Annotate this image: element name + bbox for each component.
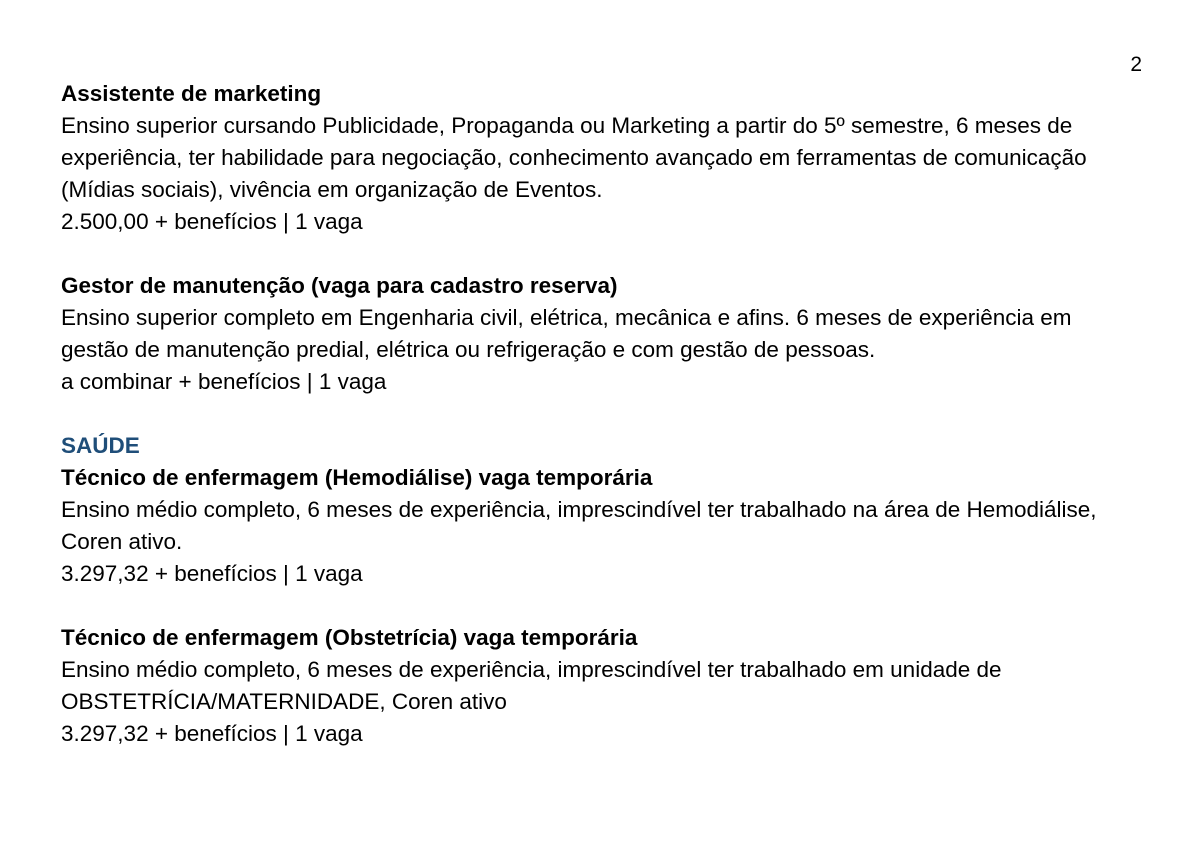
spacer	[61, 590, 1141, 622]
job-title: Técnico de enfermagem (Obstetrícia) vaga temporária	[61, 625, 638, 650]
job-listing-maintenance-manager	[61, 270, 1141, 398]
document-body	[61, 78, 1141, 750]
job-listing-marketing-assistant	[61, 78, 1141, 238]
job-title: Técnico de enfermagem (Hemodiálise) vaga temporária	[61, 465, 653, 490]
spacer	[61, 398, 1141, 430]
job-salary: 3.297,32 + benefícios | 1 vaga	[61, 561, 363, 586]
job-description: Ensino médio completo, 6 meses de experiência, imprescindível ter trabalhado em unidade de OBSTETRÍCIA/MATERNIDADE, Coren ativo	[61, 657, 1002, 714]
job-listing-nursing-tech-obstetrics	[61, 622, 1141, 750]
job-listing-nursing-tech-hemodialysis	[61, 462, 1141, 590]
job-salary: 3.297,32 + benefícios | 1 vaga	[61, 721, 363, 746]
job-description: Ensino médio completo, 6 meses de experiência, imprescindível ter trabalhado na área de Hemodiálise, Coren ativo.	[61, 497, 1097, 554]
job-description: Ensino superior completo em Engenharia civil, elétrica, mecânica e afins. 6 meses de experiência em gestão de manutenção predial, elétrica ou refrigeração e com gestão de pessoas.	[61, 305, 1072, 362]
job-description: Ensino superior cursando Publicidade, Propaganda ou Marketing a partir do 5º semestre, 6 meses de experiência, ter habilidade para negociação, conhecimento avançado em ferramentas de comunicação (Mídias sociais), vivência em organização de Eventos.	[61, 113, 1087, 202]
job-salary: a combinar + benefícios | 1 vaga	[61, 369, 387, 394]
section-heading-health: SAÚDE	[61, 433, 140, 458]
spacer	[61, 238, 1141, 270]
job-salary: 2.500,00 + benefícios | 1 vaga	[61, 209, 363, 234]
page-number: 2	[1130, 53, 1142, 76]
job-title: Gestor de manutenção (vaga para cadastro reserva)	[61, 273, 618, 298]
job-title: Assistente de marketing	[61, 81, 322, 106]
